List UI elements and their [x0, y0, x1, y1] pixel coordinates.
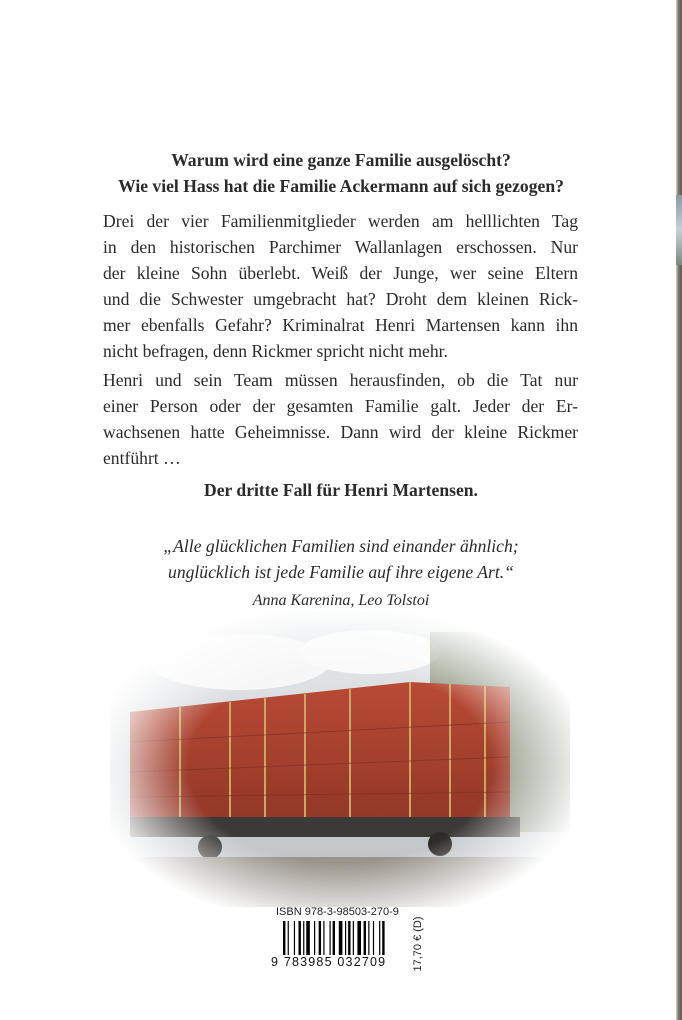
text-line: nicht befragen, denn Rickmer spricht nicht mehr.: [103, 341, 448, 361]
quote-line-2: unglücklich ist jede Familie auf ihre eigene Art.“: [168, 562, 514, 582]
text-line: Drei der vier Familienmitglieder werden am helllichten Tag: [103, 211, 578, 231]
price-label: 17,70 € (D): [412, 916, 424, 972]
heading-line-1: Warum wird eine ganze Familie ausgelöscht?: [171, 150, 511, 170]
text-line: mer ebenfalls Gefahr? Kriminalrat Henri Martensen kann ihn: [103, 315, 578, 335]
quote-line-1: „Alle glücklichen Familien sind einander ähnlich;: [163, 536, 519, 556]
text-line: in den historischen Parchimer Wallanlagen erschossen. Nur: [103, 237, 578, 257]
tagline: Der dritte Fall für Henri Martensen.: [204, 480, 478, 500]
heading-line-2: Wie viel Hass hat die Familie Ackermann auf sich gezogen?: [118, 176, 564, 196]
text-line: und die Schwester umgebracht hat? Droht dem kleinen Rick-: [103, 289, 578, 309]
barcode-number: 9 783985 032709: [271, 955, 387, 969]
text-line: der kleine Sohn überlebt. Weiß der Junge, wer seine Eltern: [103, 263, 578, 283]
freight-wagon-photo: [110, 612, 570, 907]
isbn-text: ISBN 978-3-98503-270-9: [276, 906, 399, 918]
text-line: Henri und sein Team müssen herausfinden, ob die Tat nur: [103, 370, 578, 390]
text-line: entführt …: [103, 448, 181, 468]
text-line: einer Person oder der gesamten Familie galt. Jeder der Er-: [103, 396, 578, 416]
text-line: wachsenen hatte Geheimnisse. Dann wird der kleine Rickmer: [103, 422, 578, 442]
quote-attribution: Anna Karenina, Leo Tolstoi: [252, 592, 430, 609]
